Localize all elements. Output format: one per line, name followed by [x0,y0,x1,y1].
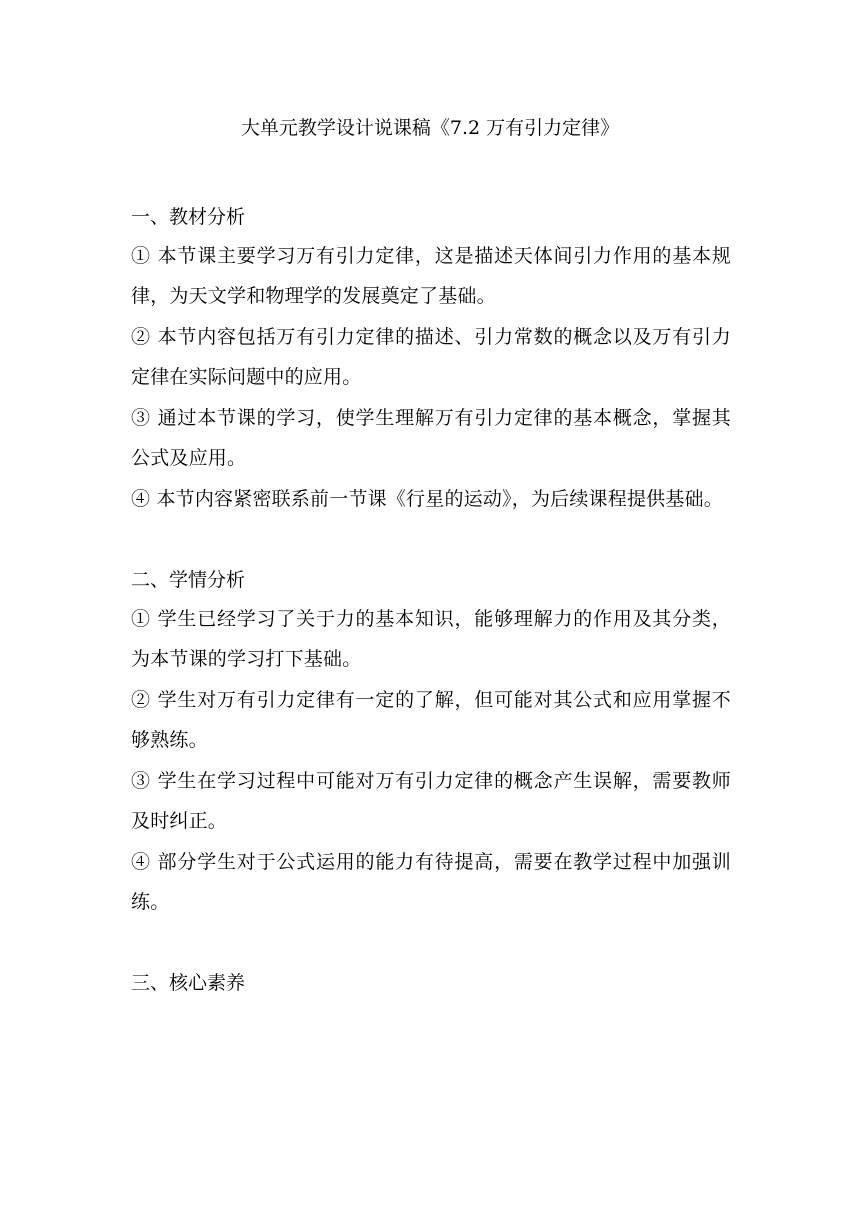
document-body [131,200,731,1002]
document-title: 大单元教学设计说课稿《7.2 万有引力定律》 [240,117,620,139]
paragraph: ④ 部分学生对于公式运用的能力有待提高，需要在教学过程中加强训练。 [131,851,731,913]
paragraph: ② 本节内容包括万有引力定律的描述、引力常数的概念以及万有引力定律在实际问题中的应用。 [131,326,731,388]
section-textbook-analysis [131,200,731,519]
paragraph: ④ 本节内容紧密联系前一节课《行星的运动》，为后续课程提供基础。 [131,488,723,510]
section-heading: 二、学情分析 [131,569,246,591]
paragraph: ① 本节课主要学习万有引力定律，这是描述天体间引力作用的基本规律，为天文学和物理学的发展奠定了基础。 [131,245,731,307]
paragraph: ③ 学生在学习过程中可能对万有引力定律的概念产生误解，需要教师及时纠正。 [131,770,731,832]
section-heading: 一、教材分析 [131,206,246,228]
paragraph: ③ 通过本节课的学习，使学生理解万有引力定律的基本概念，掌握其公式及应用。 [131,407,731,469]
section-student-analysis [131,563,731,922]
paragraph: ① 学生已经学习了关于力的基本知识，能够理解力的作用及其分类，为本节课的学习打下基础。 [131,608,731,670]
section-core-literacy [131,966,731,1000]
section-heading: 三、核心素养 [131,972,246,994]
paragraph: ② 学生对万有引力定律有一定的了解，但可能对其公式和应用掌握不够熟练。 [131,689,731,751]
